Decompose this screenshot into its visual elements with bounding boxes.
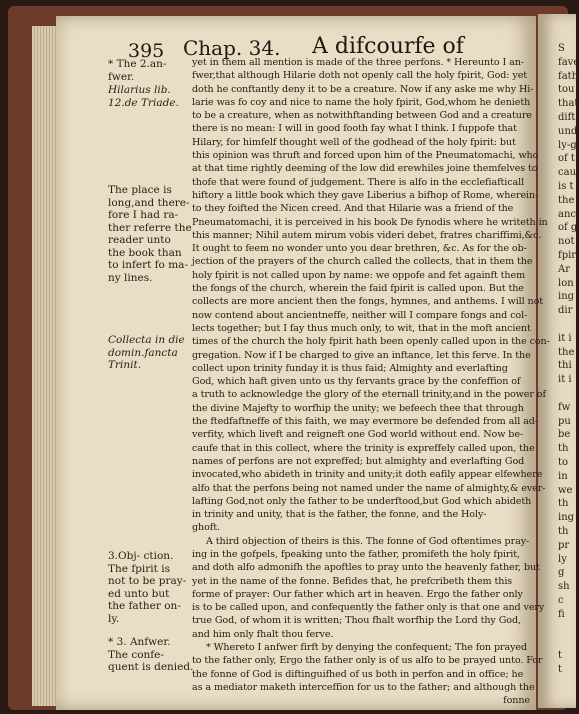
right-page-fragment: pr	[558, 539, 570, 551]
right-page-fragment: sh	[558, 581, 570, 593]
margin-note-line: domin.fancta	[108, 346, 178, 359]
text-line: Hilary, for himfelf thought well of the godhead of the holy fpirit: but	[192, 136, 516, 148]
margin-note	[108, 550, 192, 625]
text-line: verfity, which liveft and reigneft one God world without end. Now be-	[192, 429, 524, 441]
margin-note	[108, 58, 192, 83]
right-page-fragment: fw	[558, 401, 571, 413]
running-title: A difcourfe of	[312, 34, 464, 59]
right-page-fragment: anc	[558, 208, 577, 220]
text-line: invocated,who abideth in trinity and unity;it doth eafily appear elfewhere	[192, 469, 543, 481]
right-page-fragment: th	[558, 526, 569, 537]
margin-note-line: Trinit.	[108, 359, 142, 371]
right-page-fragment: t	[558, 650, 563, 662]
margin-note-line: The fpirit is	[108, 562, 170, 575]
right-page-fragment: ing	[558, 291, 575, 303]
text-line: hiftory a little book which they gave Liberius a bifhop of Rome, wherein-	[192, 189, 539, 201]
text-line: thofe that were found of judgement. There is alfo in the ecclefiafticall	[192, 176, 525, 188]
right-page-fragment: cau	[558, 167, 577, 179]
text-line: and him only fhalt thou ferve.	[192, 628, 334, 640]
margin-note-line: * 3. Anfwer.	[108, 636, 171, 648]
right-page-fragment: we	[558, 484, 573, 496]
right-page-fragment: ly-g	[558, 139, 577, 151]
text-line: doth he conftantly deny it to be a creature. Now if any aske me why Hi-	[192, 83, 534, 95]
right-page-fragment: the	[558, 194, 575, 206]
margin-note-line: Hilarius lib.	[108, 84, 171, 96]
right-page-fragment: fpir	[558, 250, 577, 261]
margin-note-line: not to be pray-	[108, 575, 187, 587]
right-page-fragment: to	[558, 457, 569, 468]
margin-note-line: the father on-	[108, 600, 181, 612]
margin-note-line: ther referre the	[108, 221, 192, 234]
text-line: ing in the gofpels, fpeaking unto the father, promifeth the holy fpirit,	[192, 548, 520, 560]
text-line: names of perfons are not expreffed; but almighty and everlafting God	[192, 455, 525, 467]
text-line: gregation. Now if I be charged to give an inftance, let this ferve. In the	[192, 349, 531, 361]
right-page-fragment: S	[558, 43, 565, 54]
text-line: now contend about ancientneffe, neither will I compare fongs and col-	[192, 309, 528, 321]
text-line: to the father only, Ergo the father only is of us alfo to be prayed unto. For	[192, 655, 543, 667]
right-page-fragment: is t	[558, 181, 574, 192]
margin-note-line: 12.de Triade.	[108, 96, 179, 109]
text-line: times of the church the holy fpirit hath been openly called upon in the con-	[192, 336, 550, 348]
text-line: is to be called upon, and confequently the father only is that one and very	[192, 602, 545, 614]
text-line: larie was fo coy and nice to name the holy fpirit, God,whom he denieth	[192, 96, 531, 108]
right-page-fragment: ing	[558, 512, 575, 524]
text-line: yet in them all mention is made of the three perfons. * Hereunto I an-	[192, 57, 524, 68]
right-page-fragment: in	[558, 470, 568, 482]
right-page-fragment: pu	[558, 415, 571, 427]
text-line: lects together; but I fay thus much only, to wit, that in the moft ancient	[192, 322, 531, 334]
text-line: holy fpirit is not called upon by name: we oppofe and fet againft them	[192, 269, 526, 281]
margin-note-line: quent is denied.	[108, 661, 194, 673]
right-page-fragment: of t	[558, 153, 575, 165]
right-page-fragment: fath	[558, 70, 579, 82]
text-line: * Whereto I anfwer firft by denying the confequent; The fon prayed	[206, 642, 528, 654]
right-page-fragment: not	[558, 236, 575, 248]
text-line: Pneumatomachi, it is perceived in his book De fynodis where he writeth in	[192, 216, 548, 228]
text-line: to be a creature, when as notwithftanding between God and a creature	[192, 110, 532, 122]
margin-note-line: ed unto but	[108, 587, 170, 600]
text-line: the fonne of God is diftinguifhed of us both in perfon and in office; he	[192, 668, 524, 680]
text-line: in trinity and unity, that is the father, the fonne, and the Holy-	[192, 509, 487, 521]
text-line: fonne	[503, 695, 530, 707]
right-page-fragment: that	[558, 98, 579, 110]
right-page-fragment: th	[558, 498, 569, 510]
text-line: to they foifted the Nicen creed. And that Hilarie was a friend of the	[192, 203, 514, 215]
right-page-fragment: fi	[558, 608, 565, 620]
body-text	[192, 56, 550, 708]
text-line: the divine Majefty to worfhip the unity; we befeech thee that through	[192, 402, 524, 414]
right-page-fragment: t	[558, 664, 563, 675]
margin-note-line: fwer.	[108, 70, 135, 83]
margin-note-line: long,and there-	[108, 196, 190, 209]
text-line: the ftedfaftneffe of this faith, we may evermore be defended from all ad-	[192, 416, 538, 428]
margin-note-line: The confe-	[108, 648, 164, 661]
text-line: lafting God,not only the father to be underftood,but God which abideth	[192, 495, 532, 507]
text-line: alfo that the perfons being not named under the name of almighty,& ever-	[192, 482, 546, 494]
text-line: this opinion was thruft and forced upon him of the Pneumatomachi, who	[192, 150, 539, 162]
text-line: true God, of whom it is written; Thou fhalt worfhip the Lord thy God,	[192, 615, 521, 627]
margin-note	[108, 84, 192, 109]
margin-note-line: ny lines.	[108, 271, 153, 284]
right-page-fragment: be	[558, 429, 571, 441]
right-page-fragment: lon	[558, 277, 574, 289]
text-line: there is no mean: I will in good footh fay what I think. I fuppofe that	[192, 123, 517, 135]
text-line: this manner; Nihil autem mirum vobis videri debet, fratres chariffimi,&c.	[192, 229, 542, 241]
right-page-fragment: Ar	[558, 263, 571, 275]
text-line: It ought to feem no wonder unto you dear brethren, &c. As for the ob-	[192, 243, 527, 255]
text-line: at that time rightly deeming of the low did erewhiles joine themfelves to	[192, 163, 538, 175]
right-page-fragment: thi	[558, 360, 572, 372]
text-line: ghoft.	[192, 522, 220, 534]
text-line: forme of prayer: Our father which art in heaven. Ergo the father only	[192, 588, 523, 600]
text-line: yet in the name of the fonne. Befides that, he prefcribeth them this	[192, 575, 513, 587]
margin-note	[108, 184, 192, 284]
chapter-heading: Chap. 34.	[183, 36, 281, 60]
right-page-fragment: th	[558, 443, 569, 455]
margin-note-line: Collecta in die	[108, 334, 185, 346]
margin-note-line: The place is	[108, 184, 172, 196]
page-number: 395	[128, 40, 165, 62]
text-line: A third objection of theirs is this. The fonne of God oftentimes pray-	[206, 535, 530, 547]
right-page-fragment: the	[558, 346, 575, 358]
text-line: the fongs of the church, wherein the faid fpirit is called upon. But the	[192, 283, 524, 295]
right-page-fragment: und	[558, 125, 578, 137]
margin-note	[108, 334, 192, 372]
text-line: a truth to acknowledge the glory of the eternall trinity,and in the power of	[192, 389, 546, 401]
text-line: collect upon trinity funday it is thus faid; Almighty and everlafting	[192, 362, 508, 374]
right-page-fragment: c	[558, 595, 564, 606]
margin-note-line: ly.	[108, 612, 120, 625]
right-page-fragment: ly	[558, 553, 567, 565]
right-page-fragment: g	[558, 567, 565, 579]
text-line: as a mediator maketh interceffion for us to the father; and although the	[192, 681, 535, 693]
right-page-fragment: it i	[558, 374, 572, 386]
right-page-fragment: tou	[558, 84, 575, 96]
margin-note	[108, 636, 192, 674]
right-page-fragment: fave	[558, 56, 579, 68]
margin-note-line: 3.Obj- ction.	[108, 550, 174, 562]
margin-note-line: reader unto	[108, 234, 171, 246]
text-line: caufe that in this collect, where the trinity is expreffely called upon, the	[192, 442, 535, 454]
margin-note-line: to infert fo ma-	[108, 259, 188, 271]
right-page-fragment: of g	[558, 222, 578, 234]
text-line: God, which haft given unto us thy fervants grace by the confeffion of	[192, 376, 521, 388]
right-page-fragment: it i	[558, 332, 572, 344]
text-line: jection of the prayers of the church called the collects, that in them the	[192, 256, 533, 268]
text-line: fwer,that although Hilarie doth not openly call the holy fpirit, God: yet	[192, 70, 528, 82]
margin-note-line: * The 2.an-	[108, 58, 167, 70]
margin-note-line: fore I had ra-	[108, 209, 179, 221]
margin-note-line: the book than	[108, 246, 182, 259]
text-line: collects are more ancient then the fongs, hymnes, and anthems. I will not	[192, 296, 544, 308]
right-page-fragment: dir	[558, 305, 573, 317]
text-line: and doth alfo admonifh the apoftles to pray unto the heavenly father, but	[192, 562, 540, 574]
right-page-fragment: dift	[558, 112, 576, 123]
